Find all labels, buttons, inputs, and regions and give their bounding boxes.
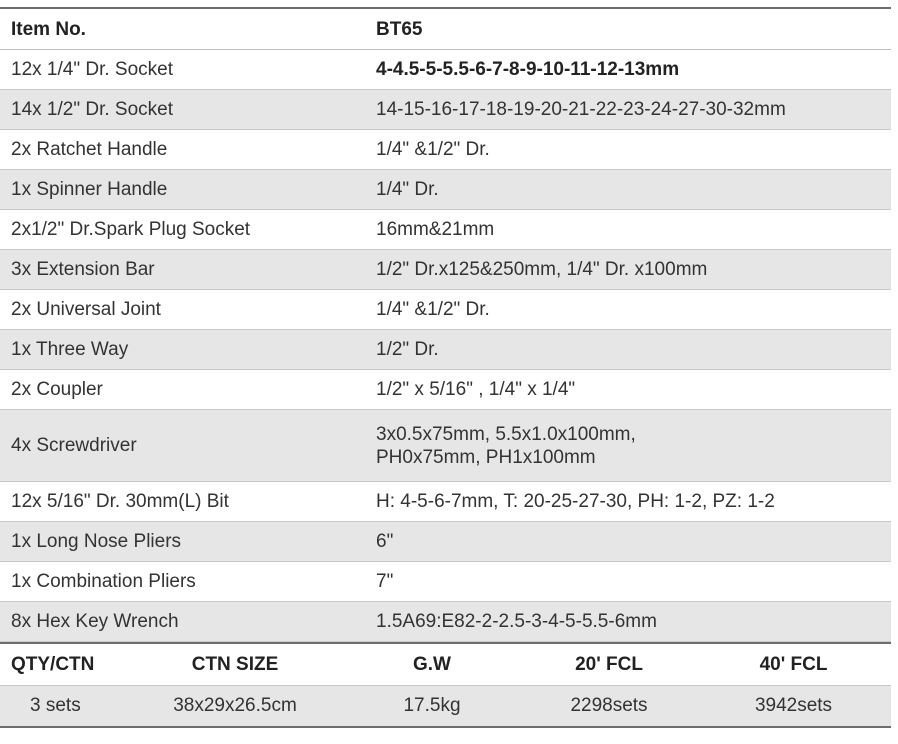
ctn-size-header: CTN SIZE bbox=[128, 643, 342, 686]
table-row bbox=[0, 170, 891, 210]
row-name: 2x Universal Joint bbox=[0, 290, 365, 330]
table-header-row bbox=[0, 8, 891, 50]
row-spec: 1/2" x 5/16" , 1/4" x 1/4" bbox=[365, 370, 891, 410]
table-row bbox=[0, 410, 891, 482]
row-name: 1x Combination Pliers bbox=[0, 562, 365, 602]
ctn-size-value: 38x29x26.5cm bbox=[128, 686, 342, 728]
packing-value-row bbox=[0, 686, 891, 728]
row-spec: 4-4.5-5-5.5-6-7-8-9-10-11-12-13mm bbox=[365, 50, 891, 90]
row-name: 2x1/2" Dr.Spark Plug Socket bbox=[0, 210, 365, 250]
fcl-40-value: 3942sets bbox=[696, 686, 891, 728]
row-spec: 1/4" Dr. bbox=[365, 170, 891, 210]
gw-header: G.W bbox=[342, 643, 522, 686]
fcl-20-value: 2298sets bbox=[522, 686, 696, 728]
row-spec: 6" bbox=[365, 522, 891, 562]
row-name: 8x Hex Key Wrench bbox=[0, 602, 365, 642]
table-row bbox=[0, 602, 891, 642]
row-spec: 1/2" Dr. bbox=[365, 330, 891, 370]
row-spec-line-1: 3x0.5x75mm, 5.5x1.0x100mm, bbox=[376, 423, 636, 445]
row-name: 12x 5/16" Dr. 30mm(L) Bit bbox=[0, 482, 365, 522]
table-row bbox=[0, 290, 891, 330]
row-name: 2x Ratchet Handle bbox=[0, 130, 365, 170]
table-row bbox=[0, 482, 891, 522]
row-spec: 16mm&21mm bbox=[365, 210, 891, 250]
row-name: 1x Three Way bbox=[0, 330, 365, 370]
row-spec: H: 4-5-6-7mm, T: 20-25-27-30, PH: 1-2, PZ: 1-2 bbox=[365, 482, 891, 522]
table-row bbox=[0, 50, 891, 90]
row-spec: 1/4" &1/2" Dr. bbox=[365, 290, 891, 330]
table-row bbox=[0, 90, 891, 130]
row-name: 4x Screwdriver bbox=[0, 410, 365, 482]
row-name: 1x Spinner Handle bbox=[0, 170, 365, 210]
qty-ctn-header: QTY/CTN bbox=[0, 643, 128, 686]
item-no-label: Item No. bbox=[0, 8, 365, 50]
row-spec-line-2: PH0x75mm, PH1x100mm bbox=[376, 446, 596, 468]
row-spec: 1.5A69:E82-2-2.5-3-4-5-5.5-6mm bbox=[365, 602, 891, 642]
fcl-20-header: 20' FCL bbox=[522, 643, 696, 686]
table-row bbox=[0, 250, 891, 290]
row-spec: 1/4" &1/2" Dr. bbox=[365, 130, 891, 170]
item-no-value: BT65 bbox=[365, 8, 891, 50]
packing-header-row bbox=[0, 643, 891, 686]
row-spec: 7" bbox=[365, 562, 891, 602]
spec-table bbox=[0, 7, 891, 642]
table-row bbox=[0, 562, 891, 602]
row-spec: 1/2" Dr.x125&250mm, 1/4" Dr. x100mm bbox=[365, 250, 891, 290]
spec-sheet bbox=[0, 7, 891, 728]
qty-ctn-value: 3 sets bbox=[0, 686, 128, 728]
row-name: 3x Extension Bar bbox=[0, 250, 365, 290]
row-spec bbox=[365, 410, 891, 482]
fcl-40-header: 40' FCL bbox=[696, 643, 891, 686]
row-name: 12x 1/4" Dr. Socket bbox=[0, 50, 365, 90]
table-row bbox=[0, 330, 891, 370]
table-row bbox=[0, 370, 891, 410]
row-spec: 14-15-16-17-18-19-20-21-22-23-24-27-30-32mm bbox=[365, 90, 891, 130]
row-name: 1x Long Nose Pliers bbox=[0, 522, 365, 562]
table-row bbox=[0, 130, 891, 170]
row-name: 14x 1/2" Dr. Socket bbox=[0, 90, 365, 130]
gw-value: 17.5kg bbox=[342, 686, 522, 728]
packing-table bbox=[0, 642, 891, 728]
table-row bbox=[0, 522, 891, 562]
table-row bbox=[0, 210, 891, 250]
row-name: 2x Coupler bbox=[0, 370, 365, 410]
